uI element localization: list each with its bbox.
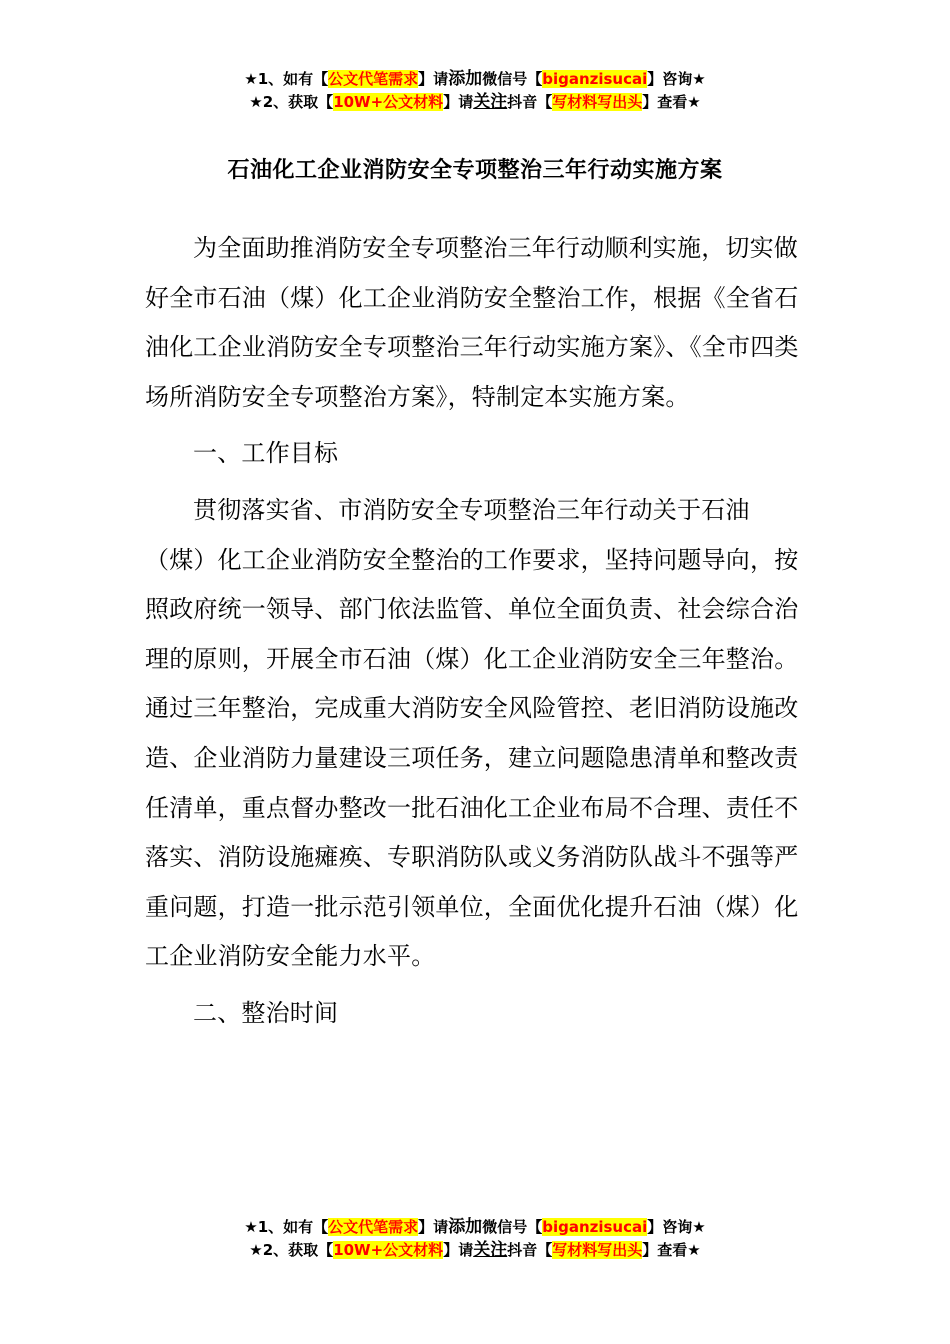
wechat-id-highlight: biganzisucai xyxy=(542,70,648,88)
promo-line-2 xyxy=(0,1239,950,1262)
promo-line-1-prefix: ★1、如有【 xyxy=(244,1218,329,1236)
add-emphasis: 添加 xyxy=(448,69,483,89)
service-highlight: 公文代笔需求 xyxy=(328,1218,419,1236)
promo-line-1-prefix: ★1、如有【 xyxy=(244,70,329,88)
douyin-account-highlight: 写材料写出头 xyxy=(552,1241,643,1259)
follow-emphasis: 关注 xyxy=(473,92,508,112)
document-body xyxy=(145,224,805,1039)
goals-paragraph: 贯彻落实省、市消防安全专项整治三年行动关于石油（煤）化工企业消防安全整治的工作要求，坚持问题导向，按照政府统一领导、部门依法监管、单位全面负责、社会综合治理的原则，开展全市石油（煤）化工企业消防安全三年整治。通过三年整治，完成重大消防安全风险管控、老旧消防设施改造、企业消防力量建设三项任务，建立问题隐患清单和整改责任清单，重点督办整改一批石油化工企业布局不合理、责任不落实、消防设施瘫痪、专职消防队或义务消防队战斗不强等严重问题，打造一批示范引领单位，全面优化提升石油（煤）化工企业消防安全能力水平。 xyxy=(145,495,799,971)
section-heading-schedule: 二、整治时间 xyxy=(193,998,339,1027)
materials-highlight: 10W+公文材料 xyxy=(333,1241,444,1259)
section-heading-goals: 一、工作目标 xyxy=(193,439,339,468)
promo-line-2 xyxy=(0,91,950,114)
promo-line-2-mid: 】请 xyxy=(443,93,474,111)
promo-line-2-suffix: 】查看★ xyxy=(642,93,701,111)
promo-line-1 xyxy=(0,1216,950,1239)
promo-line-1-mid: 】请 xyxy=(418,1218,449,1236)
add-emphasis: 添加 xyxy=(448,1217,483,1237)
intro-paragraph: 为全面助推消防安全专项整治三年行动顺利实施，切实做好全市石油（煤）化工企业消防安全整治工作，根据《全省石油化工企业消防安全专项整治三年行动实施方案》、《全市四类场所消防安全专项整治方案》，特制定本实施方案。 xyxy=(145,234,799,411)
promo-line-2-prefix: ★2、获取【 xyxy=(249,93,334,111)
promo-line-2-suffix: 】查看★ xyxy=(642,1241,701,1259)
promo-line-2-prefix: ★2、获取【 xyxy=(249,1241,334,1259)
douyin-account-highlight: 写材料写出头 xyxy=(552,93,643,111)
promo-line-1 xyxy=(0,68,950,91)
promo-banner-top xyxy=(0,68,950,114)
wechat-id-highlight: biganzisucai xyxy=(542,1218,648,1236)
document-title: 石油化工企业消防安全专项整治三年行动实施方案 xyxy=(227,158,723,183)
promo-line-1-mid2: 微信号【 xyxy=(482,1218,543,1236)
promo-line-1-mid2: 微信号【 xyxy=(482,70,543,88)
promo-line-2-mid2: 抖音【 xyxy=(507,1241,553,1259)
promo-line-2-mid: 】请 xyxy=(443,1241,474,1259)
materials-highlight: 10W+公文材料 xyxy=(333,93,444,111)
promo-line-1-mid: 】请 xyxy=(418,70,449,88)
promo-banner-bottom xyxy=(0,1216,950,1262)
promo-line-1-suffix: 】咨询★ xyxy=(647,1218,706,1236)
promo-line-2-mid2: 抖音【 xyxy=(507,93,553,111)
promo-line-1-suffix: 】咨询★ xyxy=(647,70,706,88)
follow-emphasis: 关注 xyxy=(473,1240,508,1260)
service-highlight: 公文代笔需求 xyxy=(328,70,419,88)
